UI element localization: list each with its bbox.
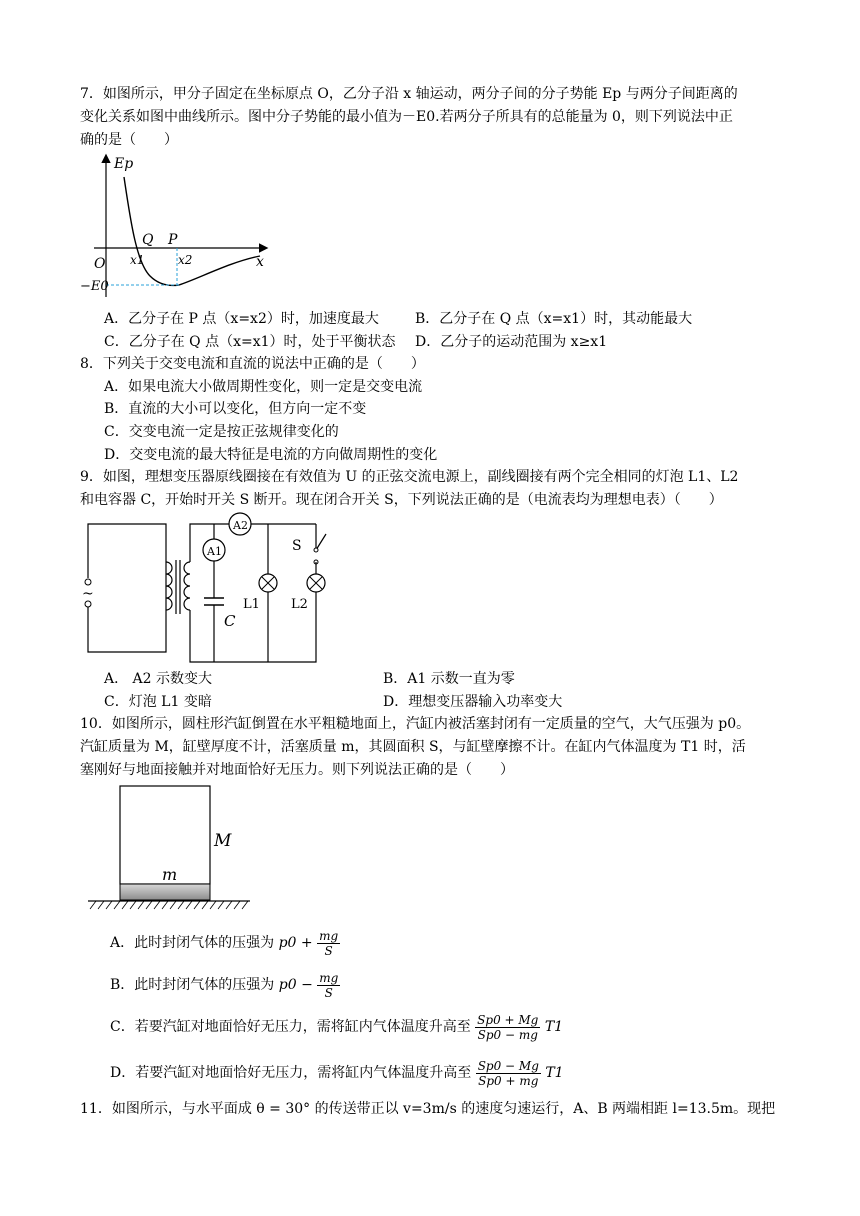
q9-option-b: B．A1 示数一直为零 bbox=[383, 671, 515, 687]
q10-option-c-numerator: Sp0 + Mg bbox=[477, 1012, 539, 1027]
q9-stem-line2: 和电容器 C，开始时开关 S 断开。现在闭合开关 S，下列说法正确的是（电流表均为理想电表）（ ） bbox=[80, 492, 723, 508]
q10-option-b-fraction bbox=[317, 971, 340, 1000]
q10-stem-line3: 塞刚好与地面接触并对地面恰好无压力。则下列说法正确的是（ ） bbox=[80, 762, 514, 778]
q10-option-c bbox=[110, 1010, 563, 1044]
q8-option-b: B．直流的大小可以变化，但方向一定不变 bbox=[104, 401, 367, 417]
ep-axis-label: Ep bbox=[114, 156, 134, 172]
potential-energy-graph bbox=[80, 152, 280, 302]
q9-option-d: D．理想变压器输入功率变大 bbox=[383, 694, 563, 710]
ammeter-a2-label: A2 bbox=[233, 519, 248, 532]
piston-mass-label: m bbox=[162, 865, 178, 884]
lamp-l1-label: L1 bbox=[243, 597, 260, 612]
q10-option-a-lead: p0 + bbox=[278, 935, 313, 951]
q8-option-a: A．如果电流大小做周期性变化，则一定是交变电流 bbox=[104, 379, 423, 395]
q10-option-d-text: D．若要汽缸对地面恰好无压力，需将缸内气体温度升高至 bbox=[110, 1065, 472, 1081]
q7-option-d: D．乙分子的运动范围为 x≥x1 bbox=[415, 334, 608, 350]
q8-option-d: D．交变电流的最大特征是电流的方向做周期性的变化 bbox=[104, 447, 438, 463]
q10-option-d-denominator: Sp0 + mg bbox=[478, 1073, 539, 1088]
q8-option-c: C．交变电流一定是按正弦规律变化的 bbox=[104, 424, 339, 440]
lamp-l2-label: L2 bbox=[291, 597, 308, 612]
q10-option-b-text: B．此时封闭气体的压强为 bbox=[110, 977, 275, 993]
point-p-label: P bbox=[168, 232, 178, 248]
capacitor-c-label: C bbox=[224, 612, 236, 630]
q10-option-c-fraction bbox=[475, 1013, 540, 1042]
q10-option-a-numerator: mg bbox=[319, 928, 339, 943]
q10-option-b-numerator: mg bbox=[319, 970, 339, 985]
q10-option-a bbox=[110, 926, 340, 960]
q8-stem: 8．下列关于交变电流和直流的说法中正确的是（ ） bbox=[80, 356, 425, 372]
q10-option-b-lead: p0 − bbox=[278, 977, 313, 993]
cylinder-piston-figure bbox=[84, 782, 254, 912]
q10-option-a-text: A．此时封闭气体的压强为 bbox=[110, 935, 275, 951]
q10-option-b bbox=[110, 968, 340, 1002]
q9-option-c: C．灯泡 L1 变暗 bbox=[104, 694, 212, 710]
q7-option-a: A．乙分子在 P 点（x=x2）时，加速度最大 bbox=[104, 311, 379, 327]
q10-option-d-numerator: Sp0 − Mg bbox=[477, 1058, 539, 1073]
neg-e0-label: −E0 bbox=[80, 279, 109, 294]
q10-option-c-tail: T1 bbox=[544, 1019, 564, 1035]
ammeter-a1-label: A1 bbox=[207, 545, 222, 558]
x-axis-label: x bbox=[256, 254, 264, 270]
q10-option-c-text: C．若要汽缸对地面恰好无压力，需将缸内气体温度升高至 bbox=[110, 1019, 471, 1035]
point-q-label: Q bbox=[142, 232, 154, 248]
q10-option-b-denominator: S bbox=[324, 985, 333, 1000]
q7-option-b: B．乙分子在 Q 点（x=x1）时，其动能最大 bbox=[415, 311, 693, 327]
switch-s-label: S bbox=[292, 538, 302, 554]
q7-option-c: C．乙分子在 Q 点（x=x1）时，处于平衡状态 bbox=[104, 334, 396, 350]
q7-stem-line3: 确的是（ ） bbox=[80, 132, 178, 148]
ac-source-label: ~ bbox=[82, 586, 94, 602]
q10-option-c-denominator: Sp0 − mg bbox=[477, 1027, 538, 1042]
q10-option-d-fraction bbox=[476, 1059, 541, 1088]
q10-stem-line1: 10．如图所示，圆柱形汽缸倒置在水平粗糙地面上，汽缸内被活塞封闭有一定质量的空气，大气压强为 p0。 bbox=[80, 716, 751, 732]
q7-stem-line1: 7．如图所示，甲分子固定在坐标原点 O，乙分子沿 x 轴运动，两分子间的分子势能 Ep 与两分子间距离的 bbox=[80, 86, 738, 102]
transformer-circuit bbox=[80, 510, 340, 666]
cylinder-mass-label: M bbox=[214, 831, 232, 851]
q11-stem: 11．如图所示，与水平面成 θ = 30° 的传送带正以 v=3m/s 的速度匀速运行，A、B 两端相距 l=13.5m。现把 bbox=[80, 1101, 776, 1117]
x2-label: x2 bbox=[178, 253, 193, 267]
q7-stem-line2: 变化关系如图中曲线所示。图中分子势能的最小值为－E0.若两分子所具有的总能量为 0，则下列说法中正 bbox=[80, 109, 733, 125]
q10-stem-line2: 汽缸质量为 M，缸壁厚度不计，活塞质量 m，其圆面积 S，与缸壁摩擦不计。在缸内气体温度为 T1 时，活 bbox=[80, 739, 746, 755]
q9-stem-line1: 9．如图，理想变压器原线圈接在有效值为 U 的正弦交流电源上，副线圈接有两个完全相同的灯泡 L1、L2 bbox=[80, 469, 739, 485]
q10-option-a-fraction bbox=[317, 929, 340, 958]
q10-option-a-denominator: S bbox=[324, 943, 333, 958]
origin-label: O bbox=[94, 256, 106, 272]
q10-option-d-tail: T1 bbox=[545, 1065, 564, 1081]
q10-option-d bbox=[110, 1056, 564, 1090]
q9-option-a: A． A2 示数变大 bbox=[104, 671, 213, 687]
x1-label: x1 bbox=[130, 253, 145, 267]
